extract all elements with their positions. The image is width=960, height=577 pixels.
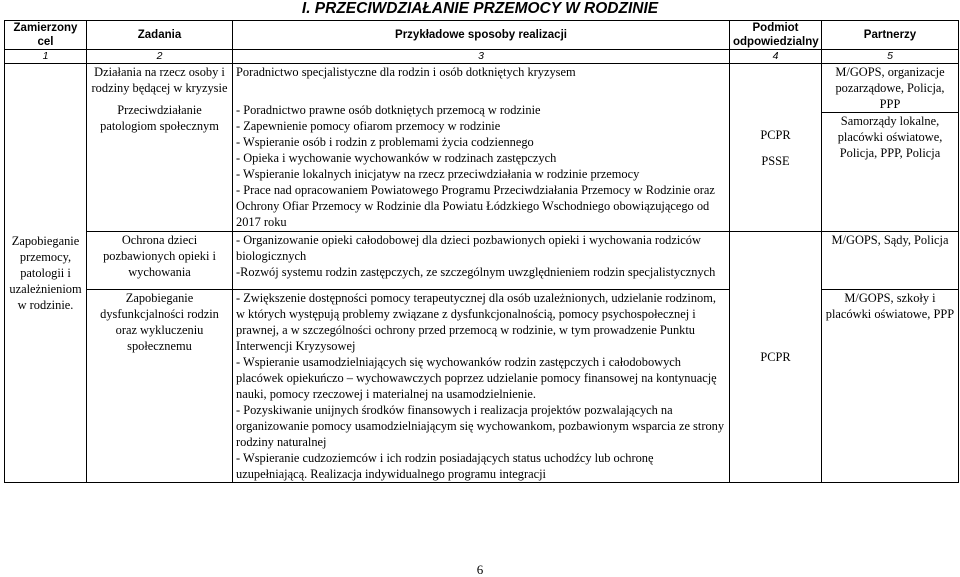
goal-cell: Zapobieganie przemocy, patologii i uzależnieniom w rodzinie.: [5, 64, 87, 483]
table-row: [5, 232, 959, 290]
task-text: Przeciwdziałanie patologiom społecznym: [100, 103, 219, 133]
header-partners: Partnerzy: [822, 21, 959, 50]
realization-line: -Rozwój systemu rodzin zastępczych, ze szczególnym uwzględnieniem rodzin specjalistycznych: [236, 265, 716, 279]
realization-line: - Wspieranie cudzoziemców i ich rodzin posiadających status uchodźcy lub ochronę uzupełniającą. Realizacja indywidualnego programu integracji: [236, 451, 654, 481]
task-cell: [87, 64, 233, 232]
realization-cell: [233, 64, 730, 232]
realization-line: - Poradnictwo prawne osób dotkniętych przemocą w rodzinie: [236, 103, 541, 117]
realization-line: - Wspieranie lokalnych inicjatyw na rzecz przeciwdziałania w rodzinie przemocy: [236, 167, 640, 181]
column-number: 5: [822, 50, 959, 64]
partners-cell: Samorządy lokalne, placówki oświatowe, Policja, PPP, Policja: [822, 113, 959, 232]
header-responsible: Podmiot odpowiedzialny: [730, 21, 822, 50]
responsible-entity: PSSE: [761, 153, 790, 168]
responsible-cell: PCPR: [730, 232, 822, 483]
task-cell: Zapobieganie dysfunkcjalności rodzin oraz wykluczeniu społecznemu: [87, 290, 233, 483]
realization-cell: [233, 290, 730, 483]
partners-cell: M/GOPS, szkoły i placówki oświatowe, PPP: [822, 290, 959, 483]
column-number: 4: [730, 50, 822, 64]
page-number: 6: [476, 562, 484, 577]
header-realization: Przykładowe sposoby realizacji: [233, 21, 730, 50]
header-tasks: Zadania: [87, 21, 233, 50]
column-number: 3: [233, 50, 730, 64]
responsible-entity: PCPR: [760, 127, 791, 142]
partners-cell: M/GOPS, Sądy, Policja: [822, 232, 959, 290]
column-number: 1: [5, 50, 87, 64]
realization-line: - Zapewnienie pomocy ofiarom przemocy w rodzinie: [236, 119, 501, 133]
header-row: [5, 21, 959, 50]
section-title: I. PRZECIWDZIAŁANIE PRZEMOCY W RODZINIE: [301, 0, 659, 17]
realization-cell: [233, 232, 730, 290]
table-row: [5, 64, 959, 113]
responsible-cell: [730, 64, 822, 232]
realization-line: - Organizowanie opieki całodobowej dla dzieci pozbawionych opieki i wychowania rodziców biologicznych: [236, 233, 701, 263]
task-text: Działania na rzecz osoby i rodziny będącej w kryzysie: [91, 65, 228, 95]
realization-line: - Pozyskiwanie unijnych środków finansowych i realizacja projektów pozwalających na organizowanie pomocy usamodzielniającym się wychowankom, pozbawionym wsparcia ze strony rodziny naturalnej: [236, 403, 725, 449]
realization-line: - Zwiększenie dostępności pomocy terapeutycznej dla osób uzależnionych, udzielanie rodzinom, w których występują problemy związane z dysfunkcjonalnością, pomocy psychospołecznej i prawnej, a w szczególności ochrony przed przemocą w rodzinie, w tym prowadzenie Punktu Interwencji Kryzysowej: [236, 291, 716, 353]
program-table: [4, 20, 959, 483]
task-cell: Ochrona dzieci pozbawionych opieki i wychowania: [87, 232, 233, 290]
realization-line: - Wspieranie osób i rodzin z problemami życia codziennego: [236, 135, 534, 149]
partners-cell: M/GOPS, organizacje pozarządowe, Policja, PPP: [822, 64, 959, 113]
realization-line: - Opieka i wychowanie wychowanków w rodzinach zastępczych: [236, 151, 557, 165]
column-number: 2: [87, 50, 233, 64]
header-goal: Zamierzony cel: [5, 21, 87, 50]
realization-line: - Wspieranie usamodzielniających się wychowanków rodzin zastępczych i całodobowych placówek opiekuńczo – wychowawczych poprzez udzielanie pomocy finansowej na kontynuację nauki, pomocy rzeczowej i materialnej na usamodzielnienie.: [236, 355, 717, 401]
column-number-row: [5, 50, 959, 64]
realization-line: - Prace nad opracowaniem Powiatowego Programu Przeciwdziałania Przemocy w Rodzinie oraz Ochrony Ofiar Przemocy w Rodzinie dla Powiatu Łódzkiego Wschodniego obowiązującego od 2017 roku: [236, 183, 715, 229]
realization-line: Poradnictwo specjalistyczne dla rodzin i osób dotkniętych kryzysem: [236, 65, 576, 79]
